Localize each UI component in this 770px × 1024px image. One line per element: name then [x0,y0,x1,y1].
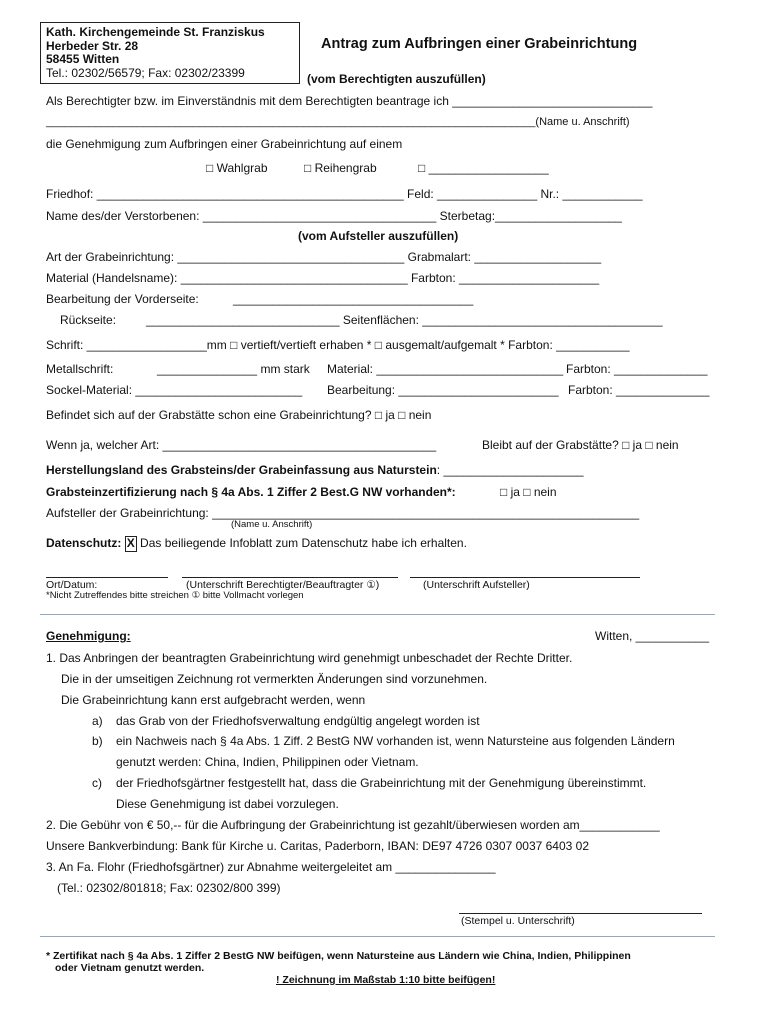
friedhof-field[interactable]: Friedhof: ______________________________________________ Feld: _______________ Nr.: ____________ [46,187,643,201]
ort-datum-label: Ort/Datum: [46,579,98,591]
signature-label-berechtigter: (Unterschrift Berechtigter/Beauftragter ①) [186,579,380,591]
ort-datum-line[interactable] [46,577,168,578]
footer-note-2: oder Vietnam genutzt werden. [55,962,205,974]
existing-type-field[interactable]: Wenn ja, welcher Art: _________________________________________ [46,438,437,452]
address-line-2: Herbeder Str. 28 [46,39,139,53]
gardener-phone: (Tel.: 02302/801818; Fax: 02302/800 399) [57,881,281,895]
footer-note-3: ! Zeichnung im Maßstab 1:10 bitte beifügen! [276,974,496,986]
item-b-text: ein Nachweis nach § 4a Abs. 1 Ziff. 2 BestG NW vorhanden ist, wenn Natursteine aus folgenden Ländern [116,734,675,748]
option-other[interactable]: □ __________________ [418,161,549,175]
material-field[interactable]: Material (Handelsname): __________________________________ Farbton: _____________________ [46,271,600,285]
herstellungsland-blank[interactable]: : _____________________ [436,463,584,477]
schrift-field[interactable]: Schrift: __________________mm □ vertieft/vertieft erhaben * □ ausgemalt/aufgemalt * Farbton: ___________ [46,338,630,352]
approval-point-1b: Die in der umseitigen Zeichnung rot vermerkten Änderungen sind vorzunehmen. [61,672,488,686]
rueckseite-label: Rückseite: [60,313,117,327]
approval-text: die Genehmigung zum Aufbringen einer Grabeinrichtung auf einem [46,137,403,151]
item-a-text: das Grab von der Friedhofsverwaltung endgültig angelegt worden ist [116,714,480,728]
applicant-line[interactable]: Als Berechtigter bzw. im Einverständnis mit dem Berechtigten beantrage ich ______________________________ [46,94,653,108]
approval-point-1: 1. Das Anbringen der beantragten Grabeinrichtung wird genehmigt unbeschadet der Rechte Dritter. [46,651,573,665]
herstellungsland-field[interactable] [46,464,584,478]
sockel-farbton-field[interactable]: Farbton: ______________ [568,383,710,397]
divider-2 [40,936,715,937]
datenschutz-label: Datenschutz: [46,536,122,550]
metallschrift-field[interactable]: _______________ mm stark [157,362,310,376]
item-b-text-2: genutzt werden: China, Indien, Philippinen oder Vietnam. [116,755,419,769]
footer-note-1: * Zertifikat nach § 4a Abs. 1 Ziffer 2 BestG NW beifügen, wenn Natursteine aus Ländern wie China, Indien, Philippinen [46,950,631,962]
form-subtitle: (vom Berechtigten auszufüllen) [307,72,486,86]
signature-line-berechtigter[interactable] [182,577,398,578]
witten-date-field[interactable]: Witten, ___________ [595,629,710,643]
footnote-strike: *Nicht Zutreffendes bitte streichen ① bitte Vollmacht vorlegen [46,590,304,601]
form-title: Antrag zum Aufbringen einer Grabeinrichtung [321,36,638,52]
item-a-label: a) [92,714,103,728]
option-reihengrab[interactable]: □ Reihengrab [304,161,377,175]
art-field[interactable]: Art der Grabeinrichtung: __________________________________ Grabmalart: ___________________ [46,250,602,264]
rueckseite-field[interactable]: _____________________________ Seitenflächen: ____________________________________ [146,313,663,327]
item-c-label: c) [92,776,102,790]
item-b-label: b) [92,734,103,748]
applicant-address-line[interactable]: ________________________________________________________________________________(Name u. Anschrift) [46,116,630,128]
approval-point-2[interactable]: 2. Die Gebühr von € 50,-- für die Aufbringung der Grabeinrichtung ist gezahlt/überwiesen worden am____________ [46,818,660,832]
item-c-text: der Friedhofsgärtner festgestellt hat, dass die Grabeinrichtung mit der Genehmigung übereinstimmt. [116,776,647,790]
sockel-bearbeitung-field[interactable]: Bearbeitung: ________________________ [327,383,559,397]
aufsteller-field[interactable]: Aufsteller der Grabeinrichtung: ________________________________________________________________ [46,506,640,520]
datenschutz-checkbox[interactable]: X [126,536,135,550]
metall-farbton-field[interactable]: Farbton: ______________ [566,362,708,376]
remains-question[interactable]: Bleibt auf der Grabstätte? □ ja □ nein [482,438,679,452]
herstellungsland-label: Herstellungsland des Grabsteins/der Grabeinfassung aus Naturstein [46,463,437,477]
bank-details: Unsere Bankverbindung: Bank für Kirche u. Caritas, Paderborn, IBAN: DE97 4726 0307 0037 6403 02 [46,839,590,853]
sockel-material-field[interactable]: Sockel-Material: _________________________ [46,383,303,397]
existing-question[interactable]: Befindet sich auf der Grabstätte schon eine Grabeinrichtung? □ ja □ nein [46,408,432,422]
stamp-signature-line[interactable] [459,913,702,914]
zertifizierung-label: Grabsteinzertifizierung nach § 4a Abs. 1 Ziffer 2 Best.G NW vorhanden*: [46,485,456,499]
metallschrift-label: Metallschrift: [46,362,114,376]
genehmigung-heading: Genehmigung: [46,629,131,643]
approval-point-1c: Die Grabeinrichtung kann erst aufgebracht werden, wenn [61,693,366,707]
signature-label-aufsteller: (Unterschrift Aufsteller) [423,579,530,591]
zertifizierung-options[interactable]: □ ja □ nein [500,485,557,499]
address-line-3: 58455 Witten [46,52,120,66]
address-line-4: Tel.: 02302/56579; Fax: 02302/23399 [46,66,245,80]
stamp-signature-label: (Stempel u. Unterschrift) [461,915,575,927]
signature-line-aufsteller[interactable] [410,577,640,578]
aufsteller-sublabel: (Name u. Anschrift) [231,519,313,530]
vorderseite-field[interactable]: ____________________________________ [233,292,474,306]
approval-point-3[interactable]: 3. An Fa. Flohr (Friedhofsgärtner) zur Abnahme weitergeleitet am _______________ [46,860,496,874]
datenschutz-row [46,536,467,552]
deceased-name-field[interactable]: Name des/der Verstorbenen: ___________________________________ Sterbetag:___________________ [46,209,622,223]
option-wahlgrab[interactable]: □ Wahlgrab [206,161,268,175]
datenschutz-text: Das beiliegende Infoblatt zum Datenschutz habe ich erhalten. [140,536,467,550]
metall-material-field[interactable]: Material: ____________________________ [327,362,564,376]
item-c-text-2: Diese Genehmigung ist dabei vorzulegen. [116,797,339,811]
section-heading-aufsteller: (vom Aufsteller auszufüllen) [298,229,459,243]
address-line-1: Kath. Kirchengemeinde St. Franziskus [46,25,265,39]
vorderseite-label: Bearbeitung der Vorderseite: [46,292,199,306]
divider-1 [40,614,715,615]
